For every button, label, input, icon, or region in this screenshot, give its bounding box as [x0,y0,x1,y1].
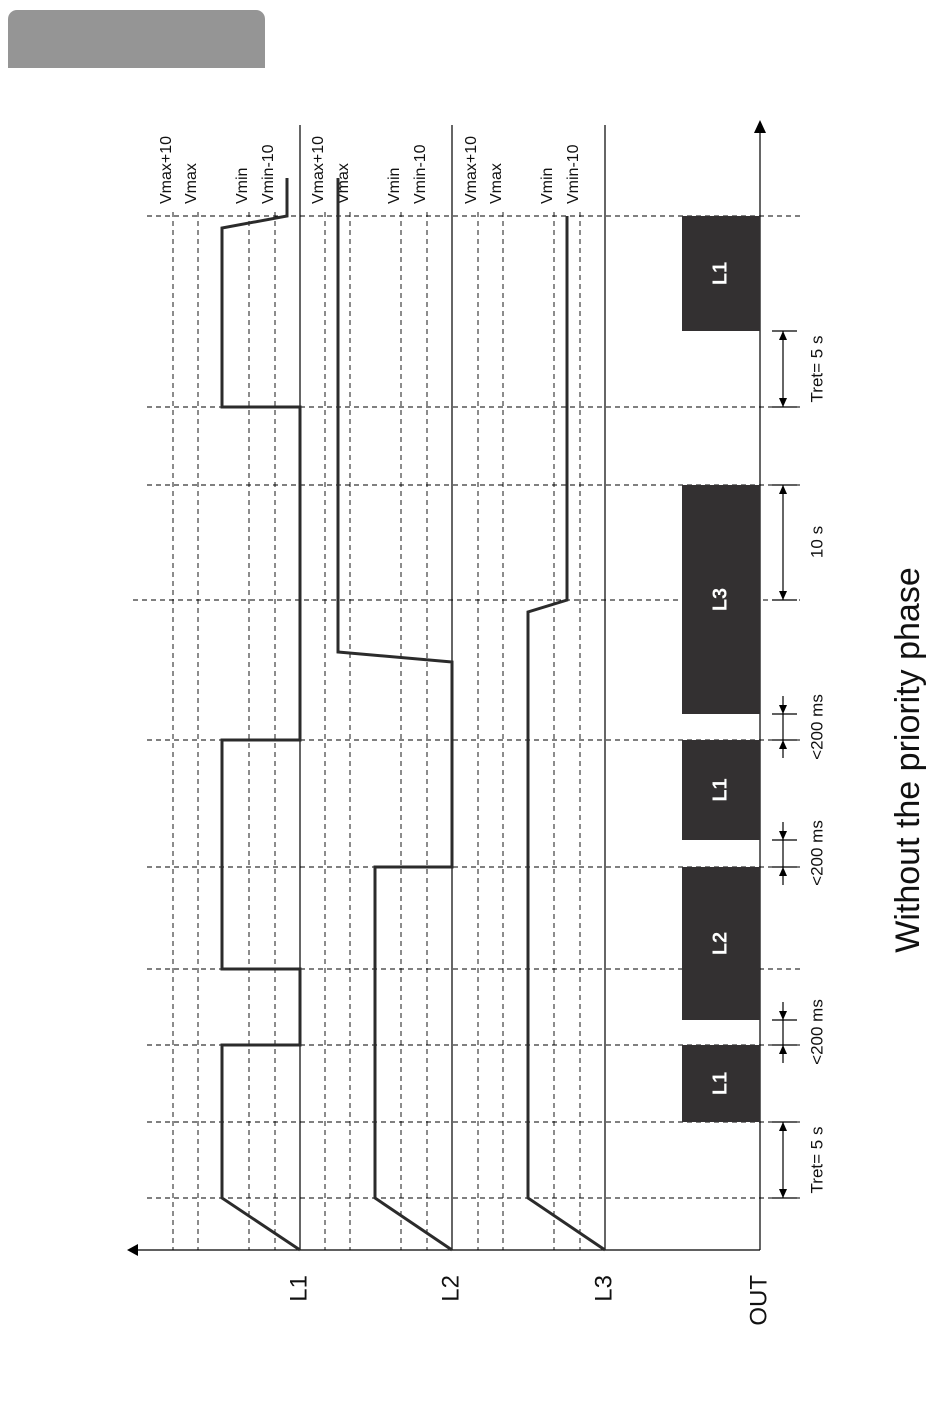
dimension-label: <200 ms [807,999,827,1065]
diagram-title: Without the priority phase [888,567,927,953]
threshold-label-vmax: Vmax [183,163,200,204]
signal-trace-l2 [338,178,452,1250]
dimension-arrow-icon [779,1122,787,1131]
threshold-label-vmax: Vmax [335,163,352,204]
signal-trace-l1 [222,178,300,1250]
threshold-label-vmin: Vmin [539,167,556,204]
threshold-label-vmin-minus-10: Vmin-10 [412,144,429,204]
threshold-label-vmin: Vmin [386,167,403,204]
threshold-label-vmax-plus-10: Vmax+10 [310,135,327,204]
channel-label-l1: L1 [285,1275,313,1302]
dimension-label: Tret= 5 s [807,335,827,403]
signal-trace-l3 [528,216,605,1250]
output-block-label: L1 [709,1071,732,1096]
dimension-arrow-icon [779,705,787,714]
dimension-arrow-icon [779,591,787,600]
dimension-label: Tret= 5 s [807,1126,827,1194]
output-block-label: L1 [709,261,732,286]
channel-label-l3: L3 [590,1275,618,1302]
channel-label-l2: L2 [437,1275,465,1302]
out-axis-arrow-icon [754,120,766,133]
output-block-label: L3 [709,587,732,612]
output-block-label: L2 [709,931,732,956]
dimension-arrow-icon [779,831,787,840]
dimension-label: <200 ms [807,694,827,760]
threshold-label-vmax-plus-10: Vmax+10 [158,135,175,204]
time-axis-arrow-icon [127,1244,138,1256]
dimension-arrow-icon [779,740,787,749]
dimension-arrow-icon [779,1189,787,1198]
channel-label-out: OUT [745,1275,773,1326]
dimension-arrow-icon [779,867,787,876]
dimension-arrow-icon [779,398,787,407]
output-block-label: L1 [709,778,732,802]
dimension-arrow-icon [779,331,787,340]
dimension-arrow-icon [779,485,787,494]
dimension-arrow-icon [779,1045,787,1054]
dimension-label: 10 s [807,525,827,559]
threshold-label-vmax: Vmax [488,163,505,204]
dimension-label: <200 ms [807,820,827,886]
threshold-label-vmin: Vmin [234,167,251,204]
threshold-label-vmin-minus-10: Vmin-10 [565,144,582,204]
threshold-label-vmin-minus-10: Vmin-10 [260,144,277,204]
threshold-label-vmax-plus-10: Vmax+10 [463,135,480,204]
dimension-arrow-icon [779,1011,787,1020]
